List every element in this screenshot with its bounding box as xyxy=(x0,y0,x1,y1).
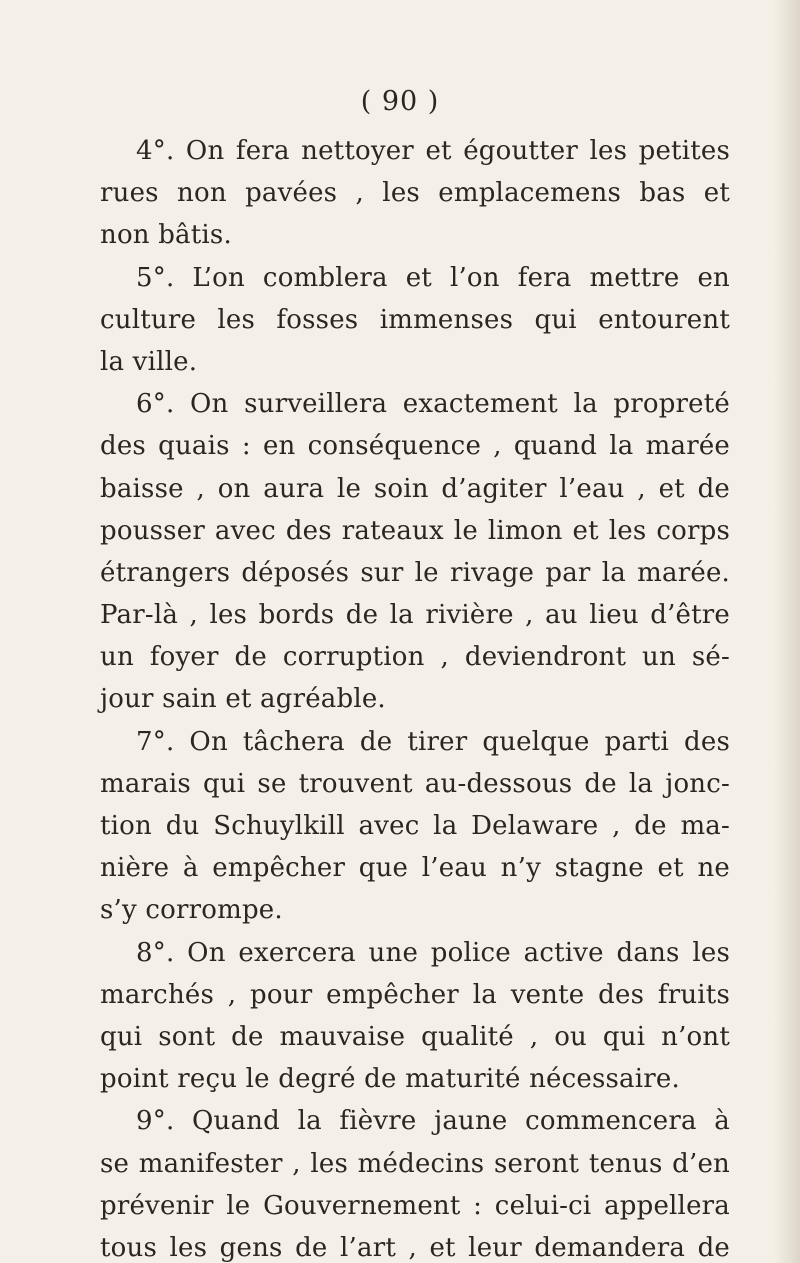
text-line: tion du Schuylkill avec la Delaware , de ma- xyxy=(100,811,730,841)
text-line: baisse , on aura le soin d’agiter l’eau , et de xyxy=(100,473,730,504)
page-number: ( 90 ) xyxy=(360,86,440,117)
text-line: 9°. Quand la fièvre jaune commencera à xyxy=(136,1106,730,1137)
text-line: se manifester , les médecins seront tenus d’en xyxy=(100,1148,730,1179)
text-line: 8°. On exercera une police active dans les xyxy=(136,937,730,968)
text-line: 6°. On surveillera exactement la propreté xyxy=(136,389,730,420)
text-line: marchés , pour empêcher la vente des fruits xyxy=(100,979,730,1010)
page-edge-shadow xyxy=(774,0,800,1263)
text-line: des quais : en conséquence , quand la marée xyxy=(100,431,730,462)
text-line: 4°. On fera nettoyer et égoutter les petites xyxy=(136,136,730,166)
text-line: Par-là , les bords de la rivière , au lieu d’être xyxy=(100,600,730,631)
text-line: prévenir le Gouvernement : celui-ci appellera xyxy=(100,1190,730,1221)
text-line: étrangers déposés sur le rivage par la marée. xyxy=(100,557,730,588)
text-line: nière à empêcher que l’eau n’y stagne et ne xyxy=(100,853,730,884)
text-line: tous les gens de l’art , et leur demandera de xyxy=(100,1232,730,1263)
text-line: 7°. On tâchera de tirer quelque parti des xyxy=(136,726,730,757)
text-line: rues non pavées , les emplacemens bas et xyxy=(100,178,730,209)
text-line: pousser avec des rateaux le limon et les corps xyxy=(100,515,730,546)
text-line: qui sont de mauvaise qualité , ou qui n’ont xyxy=(100,1021,730,1052)
body-text xyxy=(100,130,730,1263)
text-line: un foyer de corruption , deviendront un sé- xyxy=(100,642,730,673)
text-line: point reçu le degré de maturité nécessaire. xyxy=(100,1064,680,1095)
text-line: non bâtis. xyxy=(100,220,232,251)
text-line: jour sain et agréable. xyxy=(100,684,386,715)
text-line: marais qui se trouvent au-dessous de la jonc- xyxy=(100,768,730,799)
text-line: 5°. L’on comblera et l’on fera mettre en xyxy=(136,262,730,293)
text-line: la ville. xyxy=(100,346,198,377)
text-line: culture les fosses immenses qui entourent xyxy=(100,304,730,335)
text-line: s’y corrompe. xyxy=(100,895,283,926)
